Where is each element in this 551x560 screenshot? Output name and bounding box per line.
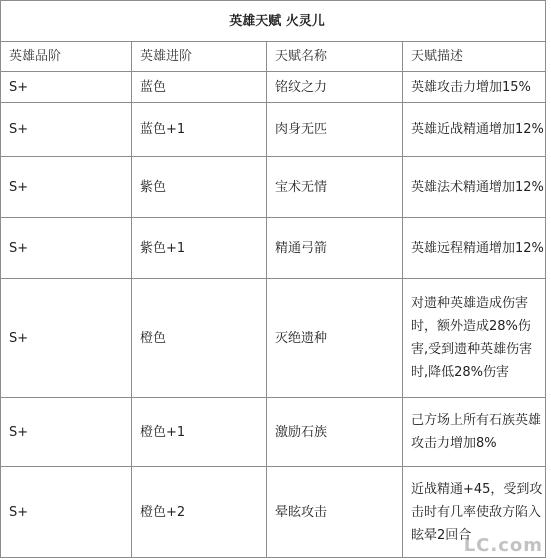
cell-rank: 紫色 [132, 157, 267, 218]
table-row [1, 103, 546, 157]
cell-desc: 英雄远程精通增加12% [403, 218, 546, 279]
cell-tier: S+ [1, 398, 132, 467]
cell-desc: 己方场上所有石族英雄攻击力增加8% [403, 398, 546, 467]
cell-rank: 橙色+1 [132, 398, 267, 467]
header-name: 天赋名称 [267, 42, 403, 72]
cell-tier: S+ [1, 72, 132, 103]
cell-desc: 英雄攻击力增加15% [403, 72, 546, 103]
cell-desc: 英雄近战精通增加12% [403, 103, 546, 157]
cell-name: 宝术无情 [267, 157, 403, 218]
cell-rank: 紫色+1 [132, 218, 267, 279]
table-row [1, 467, 546, 558]
table-row [1, 218, 546, 279]
cell-desc: 近战精通+45，受到攻击时有几率使敌方陷入眩晕2回合 [403, 467, 546, 558]
cell-rank: 橙色+2 [132, 467, 267, 558]
cell-desc: 英雄法术精通增加12% [403, 157, 546, 218]
cell-rank: 蓝色+1 [132, 103, 267, 157]
cell-name: 激励石族 [267, 398, 403, 467]
cell-desc: 对遗种英雄造成伤害时，额外造成28%伤害,受到遗种英雄伤害时,降低28%伤害 [403, 279, 546, 398]
cell-name: 晕眩攻击 [267, 467, 403, 558]
watermark-text: LC.com [463, 535, 543, 556]
cell-tier: S+ [1, 279, 132, 398]
cell-tier: S+ [1, 218, 132, 279]
cell-rank: 蓝色 [132, 72, 267, 103]
table-title: 英雄天赋 火灵儿 [1, 1, 546, 42]
table-row [1, 72, 546, 103]
cell-name: 肉身无匹 [267, 103, 403, 157]
header-desc: 天赋描述 [403, 42, 546, 72]
cell-tier: S+ [1, 157, 132, 218]
header-rank: 英雄进阶 [132, 42, 267, 72]
cell-name: 灭绝遗种 [267, 279, 403, 398]
cell-rank: 橙色 [132, 279, 267, 398]
table-row [1, 157, 546, 218]
table-row [1, 279, 546, 398]
cell-tier: S+ [1, 467, 132, 558]
header-tier: 英雄品阶 [1, 42, 132, 72]
table-row [1, 398, 546, 467]
cell-tier: S+ [1, 103, 132, 157]
header-row [1, 42, 546, 72]
cell-name: 精通弓箭 [267, 218, 403, 279]
cell-name: 铭纹之力 [267, 72, 403, 103]
